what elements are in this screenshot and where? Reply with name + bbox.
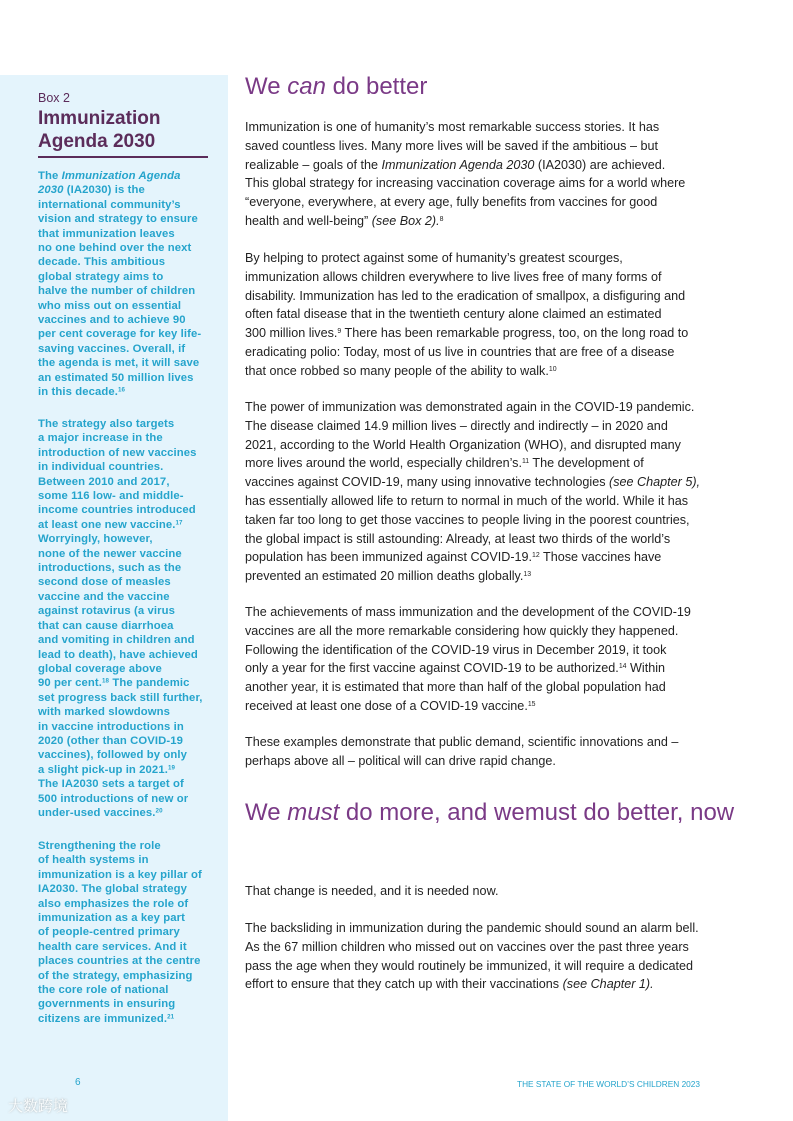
text-segment: saving vaccines. Overall, if	[38, 342, 186, 355]
text-line	[38, 720, 203, 734]
text-line	[38, 806, 203, 820]
text-segment: Within	[626, 661, 666, 676]
text-line	[38, 518, 203, 532]
text-line	[38, 446, 203, 460]
text-line	[38, 227, 201, 241]
text-line	[245, 249, 688, 268]
text-segment: Following the identification of the COVID-19 virus in December 2019, it took	[245, 642, 667, 657]
text-segment: Immunization Agenda	[61, 170, 181, 182]
text-line	[245, 919, 699, 938]
text-line	[245, 641, 691, 660]
text-segment: another year, it is estimated that more than half of the global population had	[245, 680, 666, 695]
text-line	[38, 633, 203, 647]
text-segment: against rotavirus (a virus	[38, 605, 175, 618]
text-line	[38, 839, 202, 853]
body-paragraph	[245, 919, 699, 994]
text-line	[245, 733, 678, 752]
text-segment: 2021, according to the World Health Organization (WHO), and disrupted many	[245, 437, 681, 452]
text-line	[38, 183, 201, 197]
text-segment: vision and strategy to ensure	[38, 213, 198, 226]
text-segment: Between 2010 and 2017,	[38, 475, 170, 488]
text-segment: pass the age when they would routinely be immunized, it will require a dedicated	[245, 958, 694, 973]
text-line	[38, 475, 203, 489]
text-line	[38, 212, 201, 226]
text-segment: of health systems in	[38, 854, 149, 867]
text-segment: in this decade.	[38, 386, 118, 399]
text-segment: Strengthening the role	[38, 840, 161, 852]
text-line	[38, 619, 203, 633]
text-segment: income countries introduced	[38, 504, 196, 517]
text-line	[245, 492, 700, 511]
publication-title: THE STATE OF THE WORLD’S CHILDREN 2023	[517, 1079, 701, 1089]
text-segment: These examples demonstrate that public demand, scientific innovations and –	[245, 735, 679, 749]
text-segment: citizens are immunized.	[38, 1012, 168, 1025]
text-line	[245, 548, 700, 567]
text-segment: of people-centred primary	[38, 926, 180, 939]
body-paragraph	[245, 603, 691, 716]
text-segment: 300 million lives.	[245, 326, 338, 341]
text-segment: perhaps above all – political will can drive rapid change.	[245, 753, 556, 768]
text-line	[38, 705, 203, 719]
text-line	[245, 212, 685, 231]
text-segment: global strategy aims to	[38, 270, 164, 283]
text-line	[38, 1012, 202, 1026]
text-segment: second dose of measles	[38, 576, 171, 589]
box-paragraph	[38, 169, 201, 400]
text-line	[38, 897, 202, 911]
text-line	[245, 567, 700, 586]
text-line	[38, 954, 202, 968]
text-segment: also emphasizes the role of	[38, 897, 189, 910]
text-line	[38, 356, 201, 370]
box-title-line: Immunization	[38, 108, 161, 129]
text-segment: no one behind over the next	[38, 242, 192, 255]
text-segment: that immunization leaves	[38, 227, 175, 240]
text-segment: There has been remarkable progress, too, on the long road to	[341, 326, 689, 341]
text-line	[245, 511, 700, 530]
box-title-line: Agenda 2030	[38, 131, 156, 152]
text-line	[38, 662, 203, 676]
text-segment: a slight pick-up in 2021.	[38, 763, 168, 776]
text-segment: “everyone, everywhere, at every age, fully benefits from vaccines for good	[245, 195, 658, 210]
box-paragraph	[38, 839, 202, 1026]
text-segment: immunization is a key pillar of	[38, 868, 202, 881]
text-segment: vaccines), followed by only	[38, 749, 187, 762]
body-paragraph	[245, 882, 498, 901]
text-line	[38, 853, 202, 867]
text-line	[245, 603, 691, 622]
text-segment: disability. Immunization has led to the eradication of smallpox, a disfiguring and	[245, 288, 686, 303]
text-line	[38, 255, 201, 269]
text-line	[38, 925, 202, 939]
text-segment: in individual countries.	[38, 461, 164, 474]
text-segment: vaccine and the vaccine	[38, 590, 170, 603]
text-segment: 500 introductions of new or	[38, 792, 189, 805]
text-line	[245, 454, 700, 473]
text-segment: vaccines are all the more remarkable considering how quickly they happened.	[245, 623, 679, 638]
box-label: Box 2	[38, 91, 70, 105]
text-line	[245, 73, 427, 100]
page-number: 6	[75, 1077, 81, 1088]
box-title	[38, 107, 160, 153]
text-line	[38, 371, 201, 385]
text-segment: (see Chapter 5),	[609, 475, 701, 490]
text-segment: Immunization is one of humanity’s most remarkable success stories. It has	[245, 120, 660, 134]
text-line	[38, 299, 201, 313]
text-segment: received at least one dose of a COVID-19 vaccine.	[245, 698, 528, 713]
text-segment: per cent coverage for key life-	[38, 328, 202, 341]
text-segment: taken far too long to get those vaccines to people living in the poorest countries,	[245, 512, 690, 527]
footnote-ref: 15	[527, 700, 536, 708]
text-line	[245, 473, 700, 492]
text-line	[245, 343, 688, 362]
text-line	[38, 241, 201, 255]
text-segment: with marked slowdowns	[38, 706, 171, 719]
text-segment: (IA2030) is the	[63, 184, 145, 197]
text-line	[38, 734, 203, 748]
text-segment: (IA2030) are achieved.	[534, 157, 666, 172]
footnote-ref: 20	[155, 807, 163, 815]
text-segment: By helping to protect against some of humanity’s greatest scourges,	[245, 251, 623, 265]
text-segment: some 116 low- and middle-	[38, 490, 184, 503]
text-line	[38, 763, 203, 777]
text-line	[525, 799, 734, 826]
text-segment: lead to death), have achieved	[38, 648, 198, 661]
text-segment: that can cause diarrhoea	[38, 619, 174, 632]
text-line	[245, 156, 685, 175]
text-line	[38, 792, 203, 806]
text-line	[245, 398, 700, 417]
text-segment: effort to ensure that they catch up with their vaccinations	[245, 977, 563, 992]
text-segment: none of the newer vaccine	[38, 547, 182, 560]
text-segment: only a year for the first vaccine against COVID-19 to be authorized.	[245, 661, 619, 676]
text-segment: governments in ensuring	[38, 998, 176, 1011]
text-line	[245, 137, 685, 156]
text-segment: of the strategy, emphasizing	[38, 969, 193, 982]
text-line	[245, 305, 688, 324]
text-segment: do more, and we	[339, 799, 525, 826]
text-segment: Immunization Agenda 2030	[381, 157, 535, 172]
text-segment: (see Box 2).	[371, 213, 440, 228]
text-line	[38, 198, 201, 212]
text-line	[38, 590, 203, 604]
text-segment: 2020 (other than COVID-19	[38, 734, 184, 747]
footnote-ref: 16	[117, 386, 126, 394]
text-segment: The strategy also targets	[38, 418, 175, 430]
footnote-ref: 10	[548, 365, 557, 373]
text-line	[38, 385, 201, 399]
text-line	[38, 547, 203, 561]
text-line	[38, 969, 202, 983]
text-segment: halve the number of children	[38, 285, 196, 298]
text-segment: The pandemic	[109, 677, 190, 690]
text-segment: vaccines against COVID-19, many using innovative technologies	[245, 475, 610, 490]
text-segment: global coverage above	[38, 662, 162, 675]
text-segment: As the 67 million children who missed out on vaccines over the past three years	[245, 939, 689, 954]
text-segment: This global strategy for increasing vaccination coverage aims for a world where	[245, 176, 686, 191]
text-line	[245, 193, 685, 212]
text-line	[38, 431, 203, 445]
text-line	[245, 436, 700, 455]
body-paragraph	[245, 118, 685, 231]
text-line	[38, 561, 203, 575]
text-segment: Those vaccines have	[539, 550, 662, 565]
text-segment: immunization as a key part	[38, 912, 185, 925]
text-line	[38, 503, 203, 517]
text-line	[38, 575, 203, 589]
text-segment: prevented an estimated 20 million deaths globally.	[245, 569, 524, 584]
text-segment: introduction of new vaccines	[38, 446, 197, 459]
watermark: 大数跨境	[8, 1098, 69, 1115]
box-paragraph	[38, 417, 203, 820]
footnote-ref: 9	[337, 328, 342, 336]
text-line	[38, 997, 202, 1011]
text-line	[245, 530, 700, 549]
section-heading	[245, 72, 427, 101]
text-line	[245, 268, 688, 287]
text-segment: a major increase in the	[38, 432, 163, 445]
text-segment: saved countless lives. Many more lives will be saved if the ambitious – but	[245, 138, 658, 153]
text-line	[38, 882, 202, 896]
footnote-ref: 12	[532, 552, 540, 560]
text-line	[245, 799, 525, 826]
text-line	[38, 342, 201, 356]
text-segment: often fatal disease that in the twentieth century alone claimed an estimated	[245, 307, 662, 322]
text-segment: We	[245, 73, 288, 100]
text-line	[38, 270, 201, 284]
text-segment: immunization allows children everywhere to live lives free of many forms of	[245, 269, 662, 284]
text-line	[245, 287, 688, 306]
text-line	[38, 313, 201, 327]
text-segment: the agenda is met, it will save	[38, 357, 200, 370]
text-segment: can	[287, 73, 326, 100]
body-paragraph	[245, 249, 688, 381]
text-segment: set progress back still further,	[38, 691, 203, 704]
text-segment: The backsliding in immunization during the pandemic should sound an alarm bell.	[245, 921, 699, 935]
text-segment: that once robbed so many people of the ability to walk.	[245, 363, 549, 378]
text-line	[245, 752, 678, 771]
text-line	[38, 648, 203, 662]
text-line	[38, 284, 201, 298]
text-line	[38, 691, 203, 705]
text-line	[245, 938, 699, 957]
footnote-ref: 14	[618, 663, 627, 671]
text-segment: the global impact is still astounding: Already, at least two thirds of the world’s	[245, 531, 671, 546]
text-line	[245, 622, 691, 641]
text-line	[38, 604, 203, 618]
text-segment: must	[287, 799, 340, 826]
text-segment: introductions, such as the	[38, 562, 182, 575]
body-paragraph	[245, 733, 678, 771]
body-paragraph	[245, 398, 700, 586]
footnote-ref: 18	[102, 677, 110, 685]
text-segment: decade. This ambitious	[38, 256, 166, 269]
text-segment: We	[245, 799, 288, 826]
footnote-ref: 21	[167, 1013, 175, 1021]
text-segment: 2030	[38, 184, 64, 197]
text-line	[38, 489, 203, 503]
text-segment: IA2030. The global strategy	[38, 883, 187, 896]
text-segment: an estimated 50 million lives	[38, 371, 194, 384]
text-segment: international community’s	[38, 198, 181, 211]
text-line	[38, 417, 203, 431]
text-segment: realizable – goals of the	[245, 157, 382, 172]
text-segment: in vaccine introductions in	[38, 720, 184, 733]
text-segment: (see Chapter 1).	[562, 977, 654, 992]
text-segment: more lives around the world, especially children’s.	[245, 456, 522, 471]
text-line	[38, 676, 203, 690]
text-segment: eradicating polio: Today, most of us live in countries that are free of a disease	[245, 344, 675, 359]
text-line	[245, 957, 699, 976]
text-segment: has essentially allowed life to return to normal in much of the world. While it has	[245, 493, 689, 508]
text-line	[38, 777, 203, 791]
text-line	[38, 940, 202, 954]
text-segment: health care services. And it	[38, 940, 187, 953]
text-line	[245, 362, 688, 381]
text-line	[245, 417, 700, 436]
text-line	[38, 911, 202, 925]
text-line	[38, 748, 203, 762]
text-line	[38, 327, 201, 341]
text-segment: 90 per cent.	[38, 677, 102, 690]
text-segment: places countries at the centre	[38, 955, 201, 968]
text-segment: must do better, now	[524, 799, 735, 826]
text-line	[38, 532, 203, 546]
text-line	[245, 324, 688, 343]
text-segment: under-used vaccines.	[38, 806, 156, 819]
section-heading	[245, 798, 734, 827]
text-line	[38, 460, 203, 474]
text-segment: and vomiting in children and	[38, 634, 195, 647]
footnote-ref: 8	[439, 215, 444, 223]
text-segment: population has been immunized against COVID-19.	[245, 550, 533, 565]
text-line	[245, 882, 498, 901]
text-segment: The achievements of mass immunization and the development of the COVID-19	[245, 605, 691, 619]
text-line	[38, 983, 202, 997]
text-segment: health and well-being”	[245, 213, 372, 228]
text-segment: The disease claimed 14.9 million lives – directly and indirectly – in 2020 and	[245, 418, 668, 433]
text-line	[245, 659, 691, 678]
text-segment: The	[38, 170, 62, 182]
text-segment: The power of immunization was demonstrated again in the COVID-19 pandemic.	[245, 400, 695, 414]
text-segment: do better	[325, 73, 428, 100]
text-line	[38, 868, 202, 882]
text-segment: Worryingly, however,	[38, 533, 153, 546]
text-segment: The IA2030 sets a target of	[38, 778, 184, 791]
text-line	[245, 697, 691, 716]
text-segment: vaccines and to achieve 90	[38, 314, 186, 327]
text-line	[245, 975, 699, 994]
text-line	[245, 174, 685, 193]
box-divider	[38, 156, 208, 158]
text-line	[38, 169, 201, 183]
text-segment: the core role of national	[38, 984, 169, 997]
text-segment: That change is needed, and it is needed now.	[245, 884, 499, 898]
text-line	[245, 678, 691, 697]
text-line	[245, 118, 685, 137]
footnote-ref: 19	[167, 764, 176, 772]
footnote-ref: 11	[521, 458, 530, 466]
text-segment: The development of	[529, 456, 644, 471]
footnote-ref: 17	[175, 519, 183, 527]
footnote-ref: 13	[523, 571, 532, 579]
text-segment: who miss out on essential	[38, 299, 182, 312]
text-segment: at least one new vaccine.	[38, 518, 176, 531]
